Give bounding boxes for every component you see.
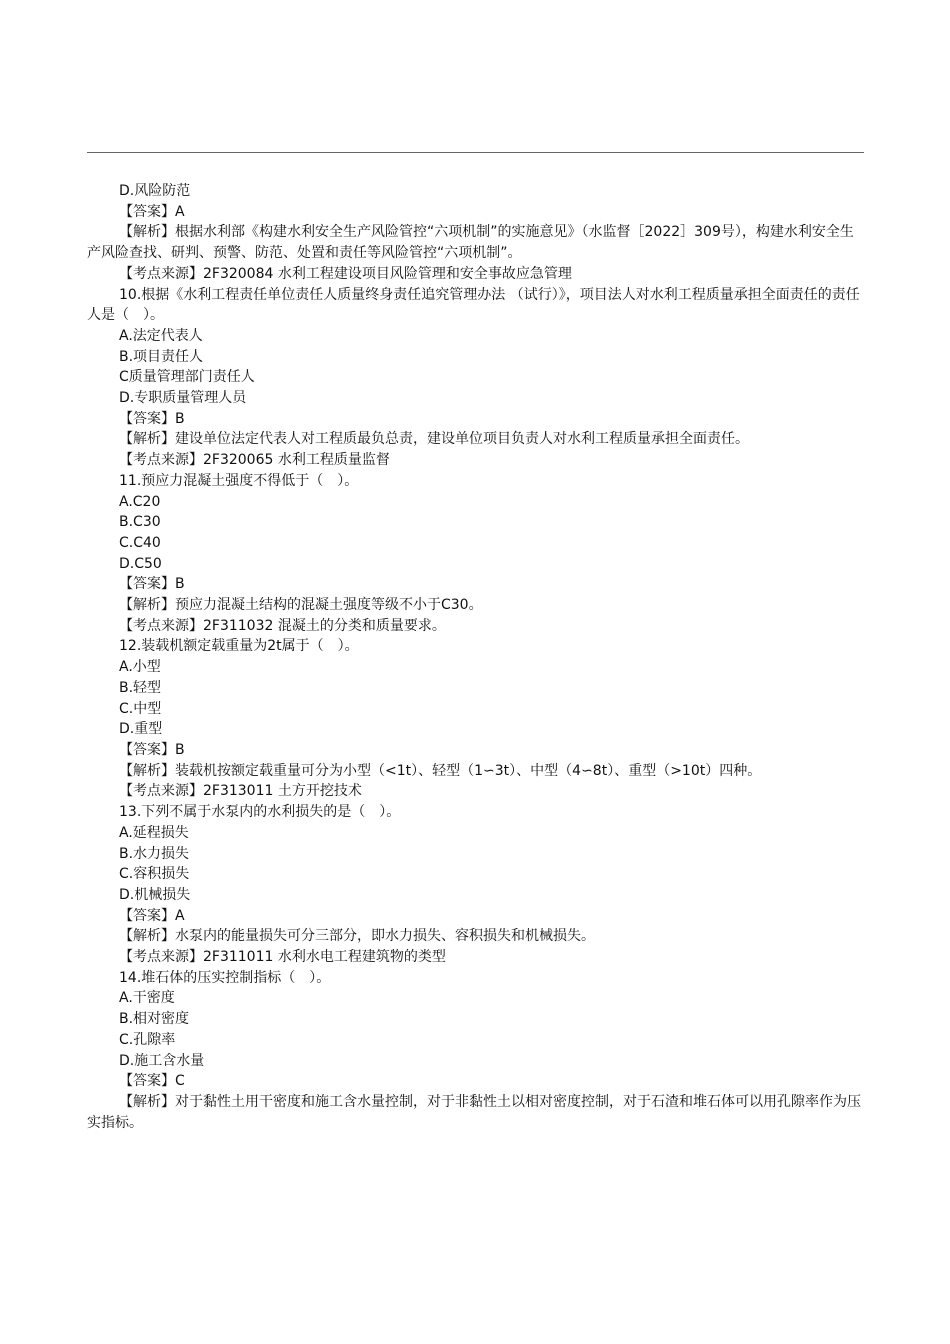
- source: 【考点来源】2F320065 水利工程质量监督: [119, 452, 390, 469]
- question-13: 13.下列不属于水泵内的水利损失的是（ ）。: [119, 804, 401, 821]
- option-d: D.风险防范: [119, 183, 191, 199]
- option-c: C.中型: [119, 700, 162, 717]
- analysis: 【解析】装载机按额定载重量可分为小型（<1t）、轻型（1∽3t）、中型（4∽8t）、重型（>10t）四种。: [119, 762, 762, 779]
- question-14: 14.堆石体的压实控制指标（ ）。: [119, 969, 331, 986]
- option-b: B.水力损失: [119, 845, 190, 862]
- option-c: C质量管理部门责任人: [119, 369, 255, 386]
- option-b: B.项目责任人: [119, 348, 204, 365]
- option-b: B.C30: [119, 514, 161, 531]
- question-11: 11.预应力混凝土强度不得低于（ ）。: [119, 472, 359, 489]
- option-a: A.小型: [119, 659, 161, 676]
- answer: 【答案】A: [119, 907, 185, 924]
- option-a: A.延程损失: [119, 824, 189, 841]
- option-c: C.容积损失: [119, 866, 190, 883]
- source: 【考点来源】2F311032 混凝土的分类和质量要求。: [119, 617, 446, 634]
- analysis: 【解析】根据水利部《构建水利安全生产风险管控“六项机制”的实施意见》（水监督［2022］309号），构建水利安全生产风险查找、研判、预警、防范、处置和责任等风险管控“六项机制”。: [87, 224, 854, 262]
- answer: 【答案】B: [119, 410, 185, 427]
- answer: 【答案】C: [119, 1073, 185, 1090]
- source: 【考点来源】2F313011 土方开挖技术: [119, 783, 362, 800]
- option-a: A.C20: [119, 493, 161, 510]
- question-10: 10.根据《水利工程责任单位责任人质量终身责任追究管理办法 （试行）》，项目法人对水利工程质量承担全面责任的责任人是（ ）。: [87, 286, 860, 324]
- document-body: [87, 181, 864, 1133]
- option-c: C.C40: [119, 534, 161, 551]
- analysis: 【解析】水泵内的能量损失可分三部分，即水力损失、容积损失和机械损失。: [119, 928, 595, 945]
- question-12: 12.装载机额定载重量为2t属于（ ）。: [119, 638, 359, 655]
- analysis: 【解析】预应力混凝土结构的混凝土强度等级不小于C30。: [119, 597, 483, 614]
- header-rule: [87, 152, 864, 153]
- option-d: D.施工含水量: [119, 1052, 205, 1069]
- option-d: D.重型: [119, 721, 163, 738]
- answer: 【答案】B: [119, 741, 185, 758]
- source: 【考点来源】2F320084 水利工程建设项目风险管理和安全事故应急管理: [119, 265, 572, 282]
- option-c: C.孔隙率: [119, 1031, 176, 1048]
- answer: 【答案】B: [119, 576, 185, 593]
- option-d: D.机械损失: [119, 886, 191, 903]
- analysis: 【解析】对于黏性土用干密度和施工含水量控制，对于非黏性土以相对密度控制，对于石渣和堆石体可以用孔隙率作为压实指标。: [87, 1093, 861, 1131]
- option-a: A.法定代表人: [119, 327, 203, 344]
- option-b: B.轻型: [119, 679, 162, 696]
- option-a: A.干密度: [119, 990, 175, 1007]
- answer: 【答案】A: [119, 203, 185, 220]
- option-d: D.专职质量管理人员: [119, 390, 247, 407]
- option-d: D.C50: [119, 555, 162, 572]
- option-b: B.相对密度: [119, 1011, 190, 1028]
- source: 【考点来源】2F311011 水利水电工程建筑物的类型: [119, 949, 446, 966]
- analysis: 【解析】建设单位法定代表人对工程质最负总责，建设单位项目负责人对水利工程质量承担全面责任。: [119, 431, 749, 448]
